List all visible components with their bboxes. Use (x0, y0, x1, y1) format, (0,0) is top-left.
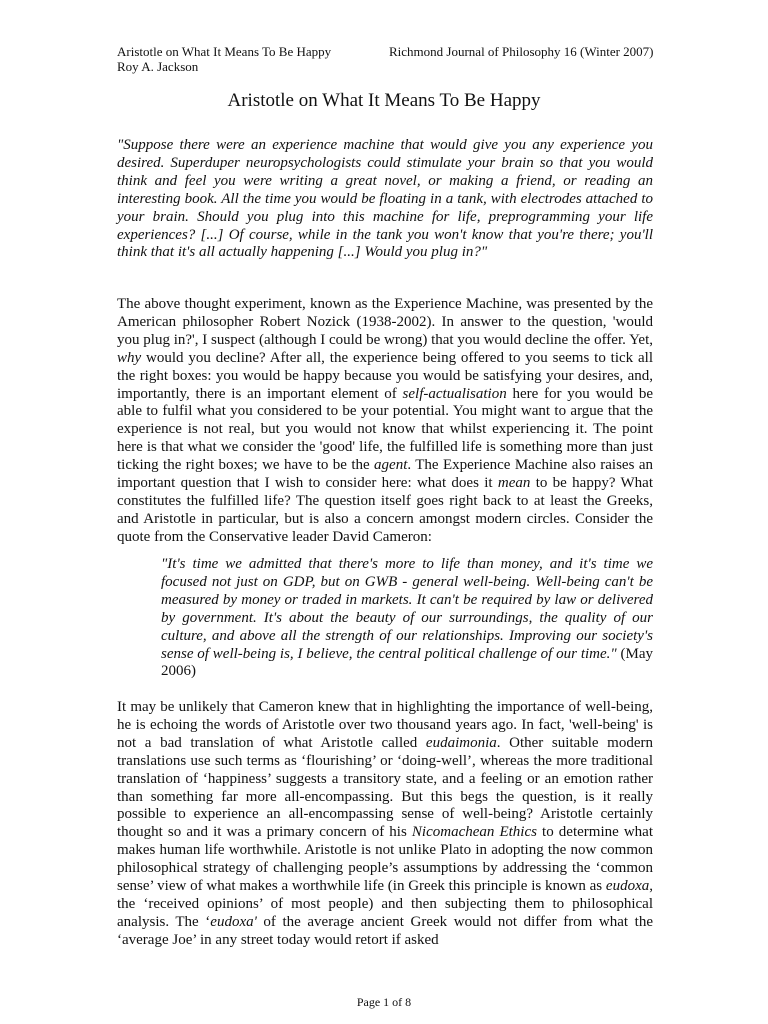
emphasis-run: agent (374, 457, 408, 474)
block-quote (161, 556, 653, 681)
emphasis-run: eudaimonia (425, 734, 497, 751)
body-paragraph-2 (117, 699, 653, 950)
text-run: of the average ancient Greek would not differ from what the ‘average Joe’ in any street today would retort if asked (117, 913, 653, 948)
running-header-journal: Richmond Journal of Philosophy 16 (Winter 2007) (389, 44, 654, 59)
epigraph-quote: "Suppose there were an experience machine that would give you any experience you desired. Superduper neuropsychologists could stimulate your brain so that you would think and feel you were writing a great novel, or making a friend, or reading an interesting book. All the time you would be floating in a tank, with electrodes attached to your brain. Should you plug into this machine for life, preprogramming your life experiences? [...] Of course, while in the tank you won't know that you're there; you'll think that it's all actually happening [...] Would you plug in?" (117, 137, 653, 261)
block-quote-citation: (May 2006) (161, 645, 653, 680)
article-title: Aristotle on What It Means To Be Happy (227, 90, 541, 111)
emphasis-run: eudoxa' (210, 913, 257, 930)
body-paragraph-1 (117, 296, 653, 547)
text-run: The above thought experiment, known as the Experience Machine, was presented by the American philosopher Robert Nozick (1938-2002). In answer to the question, 'would you plug in?', I suspect (although I could be wrong) that you would decline the offer. Yet, (117, 296, 653, 348)
emphasis-run: Nicomachean Ethics (411, 824, 537, 841)
emphasis-run: mean (497, 475, 531, 492)
text-run: . The Experience Machine also raises an important question that I wish to consider here: what does it (117, 457, 653, 492)
emphasis-run: eudoxa (605, 878, 650, 895)
emphasis-run: self-actualisation (402, 385, 507, 402)
emphasis-run: why (117, 349, 142, 366)
running-header-title: Aristotle on What It Means To Be Happy (117, 44, 332, 59)
page-number: Page 1 of 8 (356, 995, 412, 1009)
text-run: would you decline? After all, the experience being offered to you seems to tick all the right boxes: you would be happy because you would be satisfying your desires, and, importantly, there is an important element of (117, 349, 653, 402)
running-header-author: Roy A. Jackson (117, 59, 199, 74)
text-run: to determine what makes human life worthwhile. Aristotle is not unlike Plato in adopting the now common philosophical strategy of challenging people’s assumptions by addressing the ‘common sense’ view of what makes a worthwhile life (in Greek this principle is known as (117, 824, 654, 895)
text-run: It may be unlikely that Cameron knew that in highlighting the importance of well-being, he is echoing the words of Aristotle over two thousand years ago. In fact, 'well-being' is not a bad translation of what Aristotle called (117, 699, 653, 751)
text-run: to be happy? What constitutes the fulfilled life? The question itself goes right back to at least the Greeks, and Aristotle in particular, but is also a concern amongst modern circles. Consider the quote from the Conservative leader David Cameron: (117, 475, 653, 545)
text-run: here for you would be able to fulfil what you considered to be your potential. You might want to argue that the experience is not real, but you would not know that whilst experiencing it. The point here is that what we consider the 'good' life, the fulfilled life is something more than just ticking the right boxes; we have to be the (117, 385, 653, 474)
text-run: , the ‘received opinions’ of most people) and then subjecting them to philosophical analysis. The ‘ (117, 878, 653, 930)
block-quote-text: "It's time we admitted that there's more to life than money, and it's time we focused not just on GDP, but on GWB - general well-being. Well-being can't be measured by money or traded in markets. It can't be required by law or delivered by government. It's about the beauty of our surroundings, the quality of our culture, and above all the strength of our relationships. Improving our society's sense of well-being is, I believe, the central political challenge of our time." (161, 556, 653, 662)
text-run: . Other suitable modern translations use such terms as ‘flourishing’ or ‘doing-well’, whereas the more traditional translation of ‘happiness’ suggests a transitory state, and a feeling or an emotion rather than something far more all-encompassing. But this begs the question, is it really possible to experience an all-encompassing sense of well-being? Aristotle certainly thought so and it was a primary concern of his (117, 734, 653, 841)
